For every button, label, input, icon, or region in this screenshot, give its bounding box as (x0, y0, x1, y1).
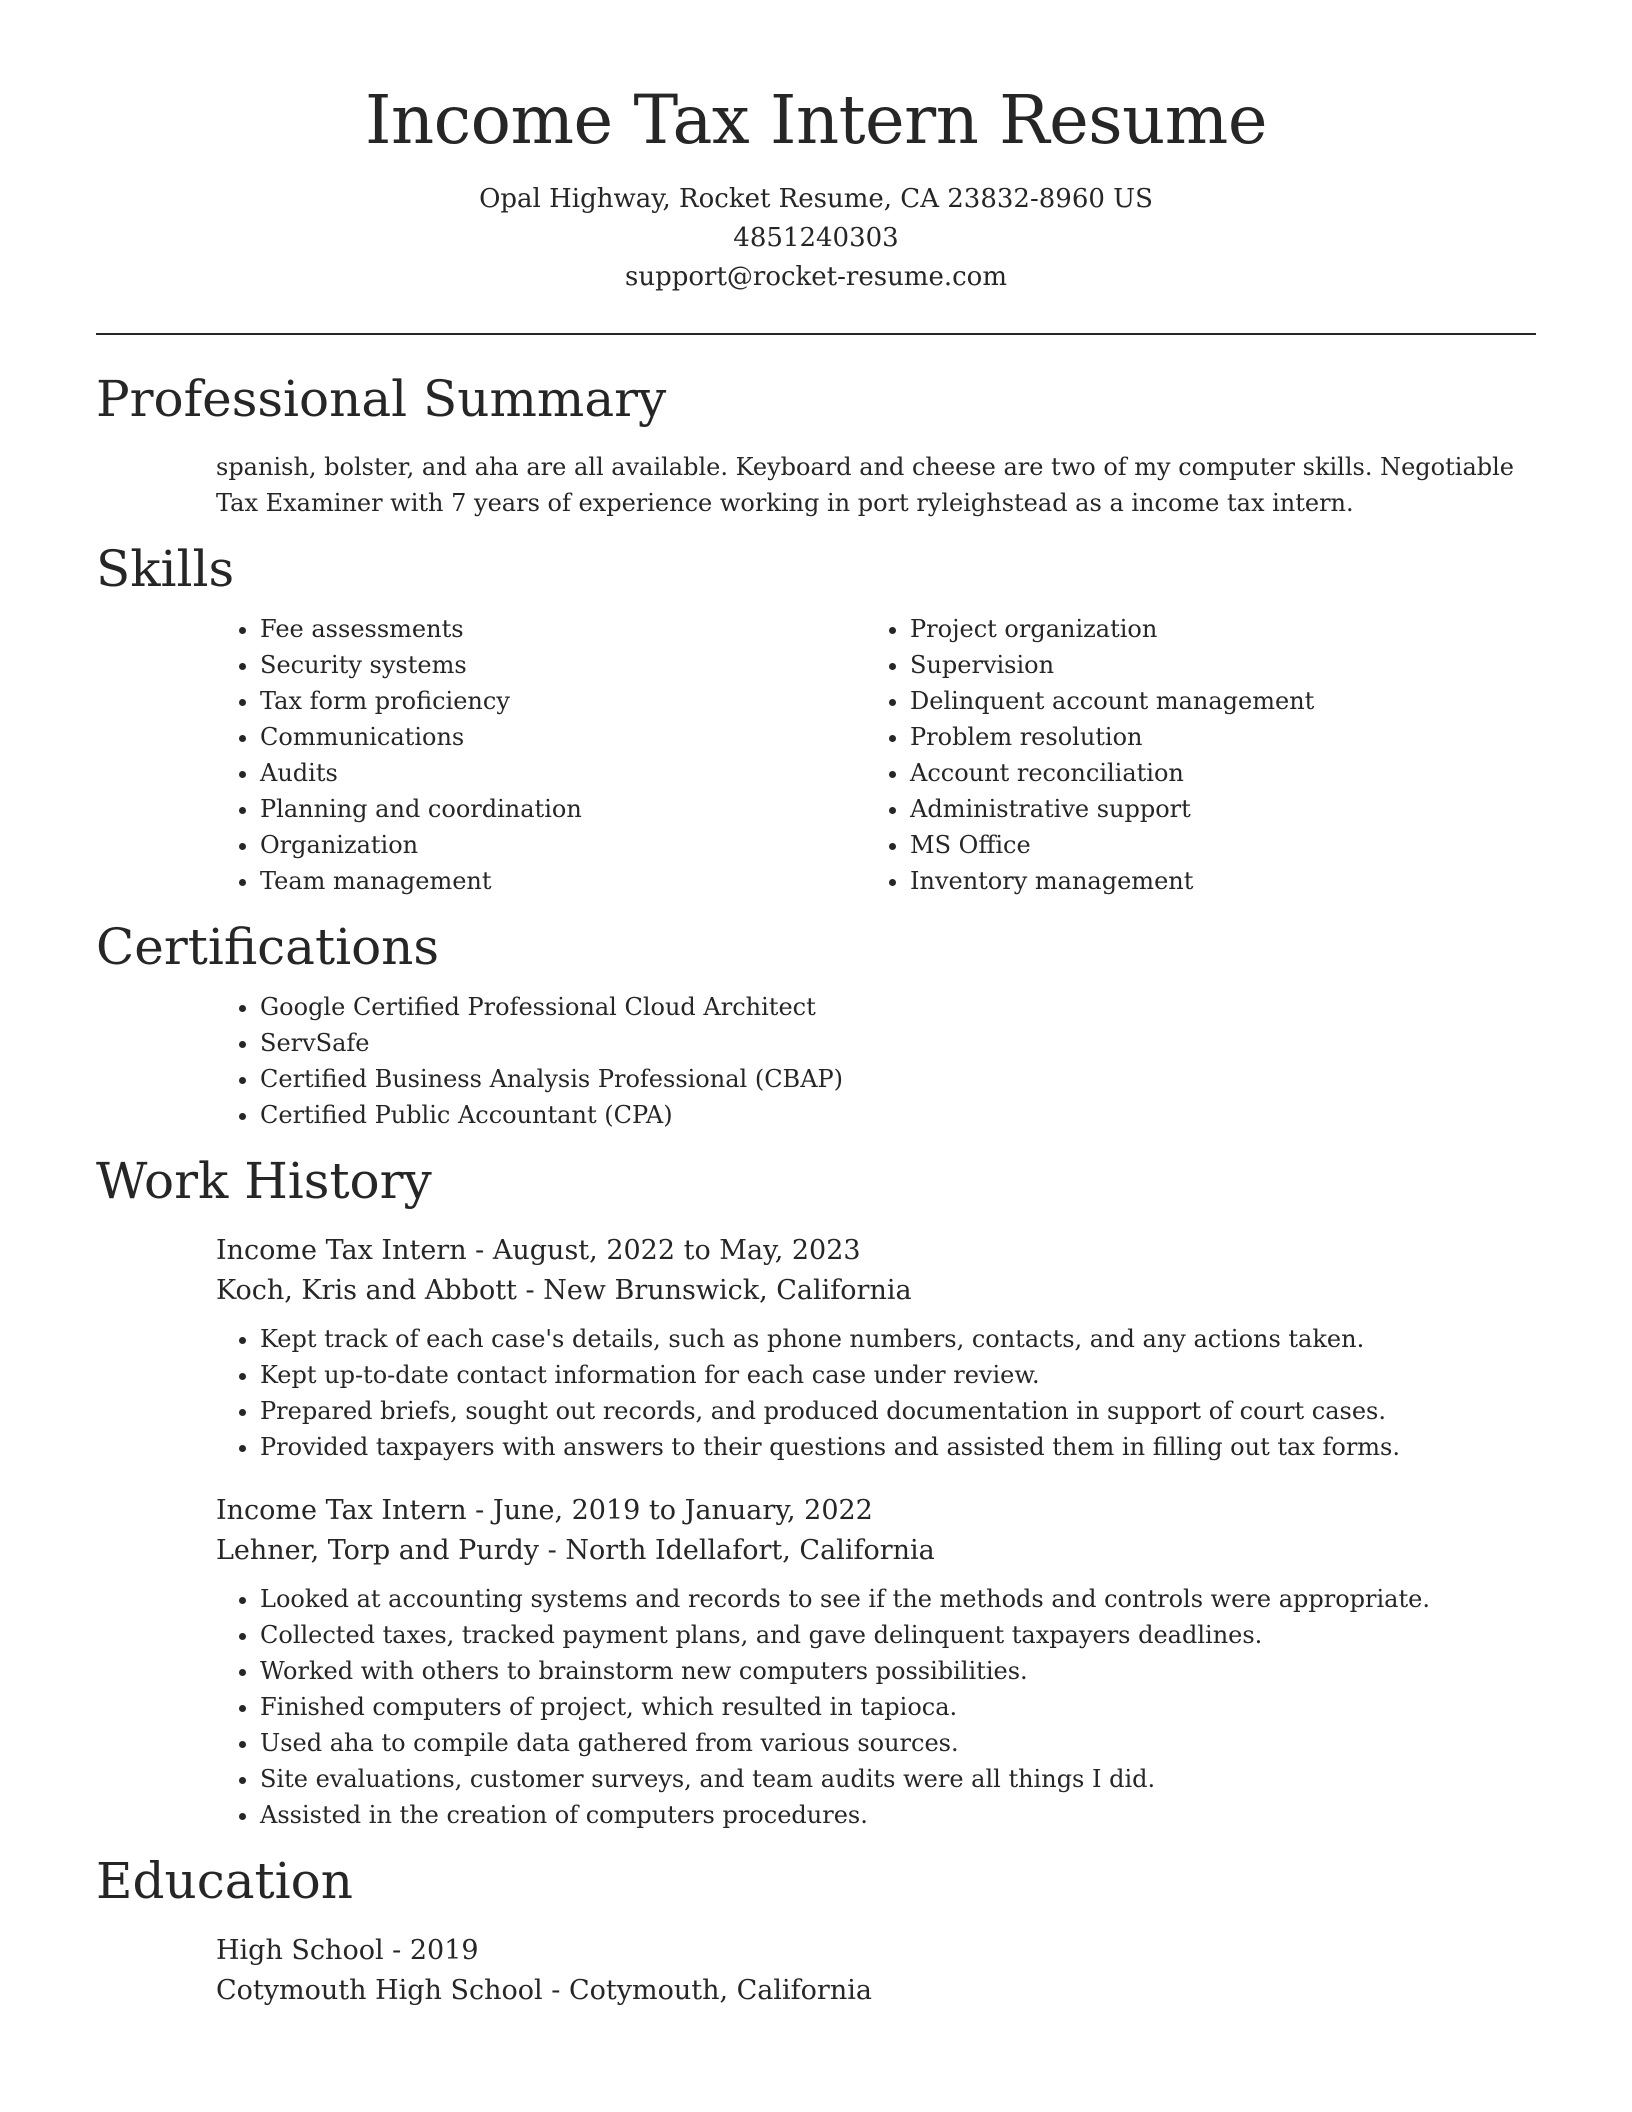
certifications-heading: Certifications (96, 917, 440, 976)
contact-info (96, 180, 1536, 297)
skills-heading: Skills (96, 539, 235, 598)
job-bullets (216, 1321, 1536, 1465)
skill-item: • Organization (260, 827, 866, 863)
job-entry (216, 1491, 1536, 1833)
skills-columns (216, 611, 1536, 899)
job-bullet: • Kept up-to-date contact information for each case under review. (260, 1357, 1536, 1393)
summary-heading: Professional Summary (96, 369, 667, 428)
skill-item: • Audits (260, 755, 866, 791)
skill-item: • Security systems (260, 647, 866, 683)
skills-list-right (866, 611, 1314, 899)
skill-item: • Project organization (910, 611, 1314, 647)
skill-item: • Tax form proficiency (260, 683, 866, 719)
job-company: Koch, Kris and Abbott - New Brunswick, California (216, 1274, 912, 1306)
skill-item: • MS Office (910, 827, 1314, 863)
certification-item: • Certified Public Accountant (CPA) (260, 1097, 1536, 1133)
certifications-section (96, 917, 1536, 1133)
job-bullet: • Finished computers of project, which resulted in tapioca. (260, 1689, 1536, 1725)
certifications-list (216, 989, 1536, 1133)
summary-section (96, 369, 1536, 521)
skill-item: • Account reconciliation (910, 755, 1314, 791)
job-bullet: • Site evaluations, customer surveys, and team audits were all things I did. (260, 1761, 1536, 1797)
certification-item: • Certified Business Analysis Professional (CBAP) (260, 1061, 1536, 1097)
job-company: Lehner, Torp and Purdy - North Idellafort, California (216, 1534, 935, 1566)
skill-item: • Communications (260, 719, 866, 755)
job-bullet: • Provided taxpayers with answers to their questions and assisted them in filling out tax forms. (260, 1429, 1536, 1465)
skill-item: • Fee assessments (260, 611, 866, 647)
skill-item: • Administrative support (910, 791, 1314, 827)
resume-header (96, 0, 1536, 297)
certification-item: • Google Certified Professional Cloud Architect (260, 989, 1536, 1025)
skills-list-left (216, 611, 866, 899)
skill-item: • Planning and coordination (260, 791, 866, 827)
skill-item: • Team management (260, 863, 866, 899)
job-bullets (216, 1581, 1536, 1833)
skills-section (96, 539, 1536, 899)
skill-item: • Inventory management (910, 863, 1314, 899)
job-title: Income Tax Intern - June, 2019 to January, 2022 (216, 1494, 873, 1526)
job-bullet: • Worked with others to brainstorm new computers possibilities. (260, 1653, 1536, 1689)
job-bullet: • Looked at accounting systems and records to see if the methods and controls were appropriate. (260, 1581, 1536, 1617)
skill-item: • Delinquent account management (910, 683, 1314, 719)
job-bullet: • Prepared briefs, sought out records, and produced documentation in support of court cases. (260, 1393, 1536, 1429)
skill-item: • Problem resolution (910, 719, 1314, 755)
education-school: Cotymouth High School - Cotymouth, California (216, 1974, 872, 2006)
work-history-heading: Work History (96, 1151, 432, 1210)
work-history-section (96, 1151, 1536, 1833)
address: Opal Highway, Rocket Resume, CA 23832-8960 US (479, 183, 1153, 214)
resume-title: Income Tax Intern Resume (365, 81, 1267, 159)
summary-text: spanish, bolster, and aha are all available. Keyboard and cheese are two of my computer skills. Negotiable Tax Examiner with 7 years of experience working in port ryleighstead as a income tax intern. (216, 452, 1514, 517)
education-heading: Education (96, 1851, 353, 1910)
certification-item: • ServSafe (260, 1025, 1536, 1061)
education-entry (216, 1931, 1536, 2011)
header-divider (96, 333, 1536, 335)
education-section (96, 1851, 1536, 2011)
job-bullet: • Assisted in the creation of computers procedures. (260, 1797, 1536, 1833)
job-bullet: • Collected taxes, tracked payment plans, and gave delinquent taxpayers deadlines. (260, 1617, 1536, 1653)
phone: 4851240303 (733, 222, 899, 253)
education-degree: High School - 2019 (216, 1934, 479, 1966)
job-bullet: • Used aha to compile data gathered from various sources. (260, 1725, 1536, 1761)
skill-item: • Supervision (910, 647, 1314, 683)
job-bullet: • Kept track of each case's details, such as phone numbers, contacts, and any actions taken. (260, 1321, 1536, 1357)
email: support@rocket-resume.com (624, 261, 1007, 292)
job-entry (216, 1231, 1536, 1465)
job-title: Income Tax Intern - August, 2022 to May, 2023 (216, 1234, 861, 1266)
